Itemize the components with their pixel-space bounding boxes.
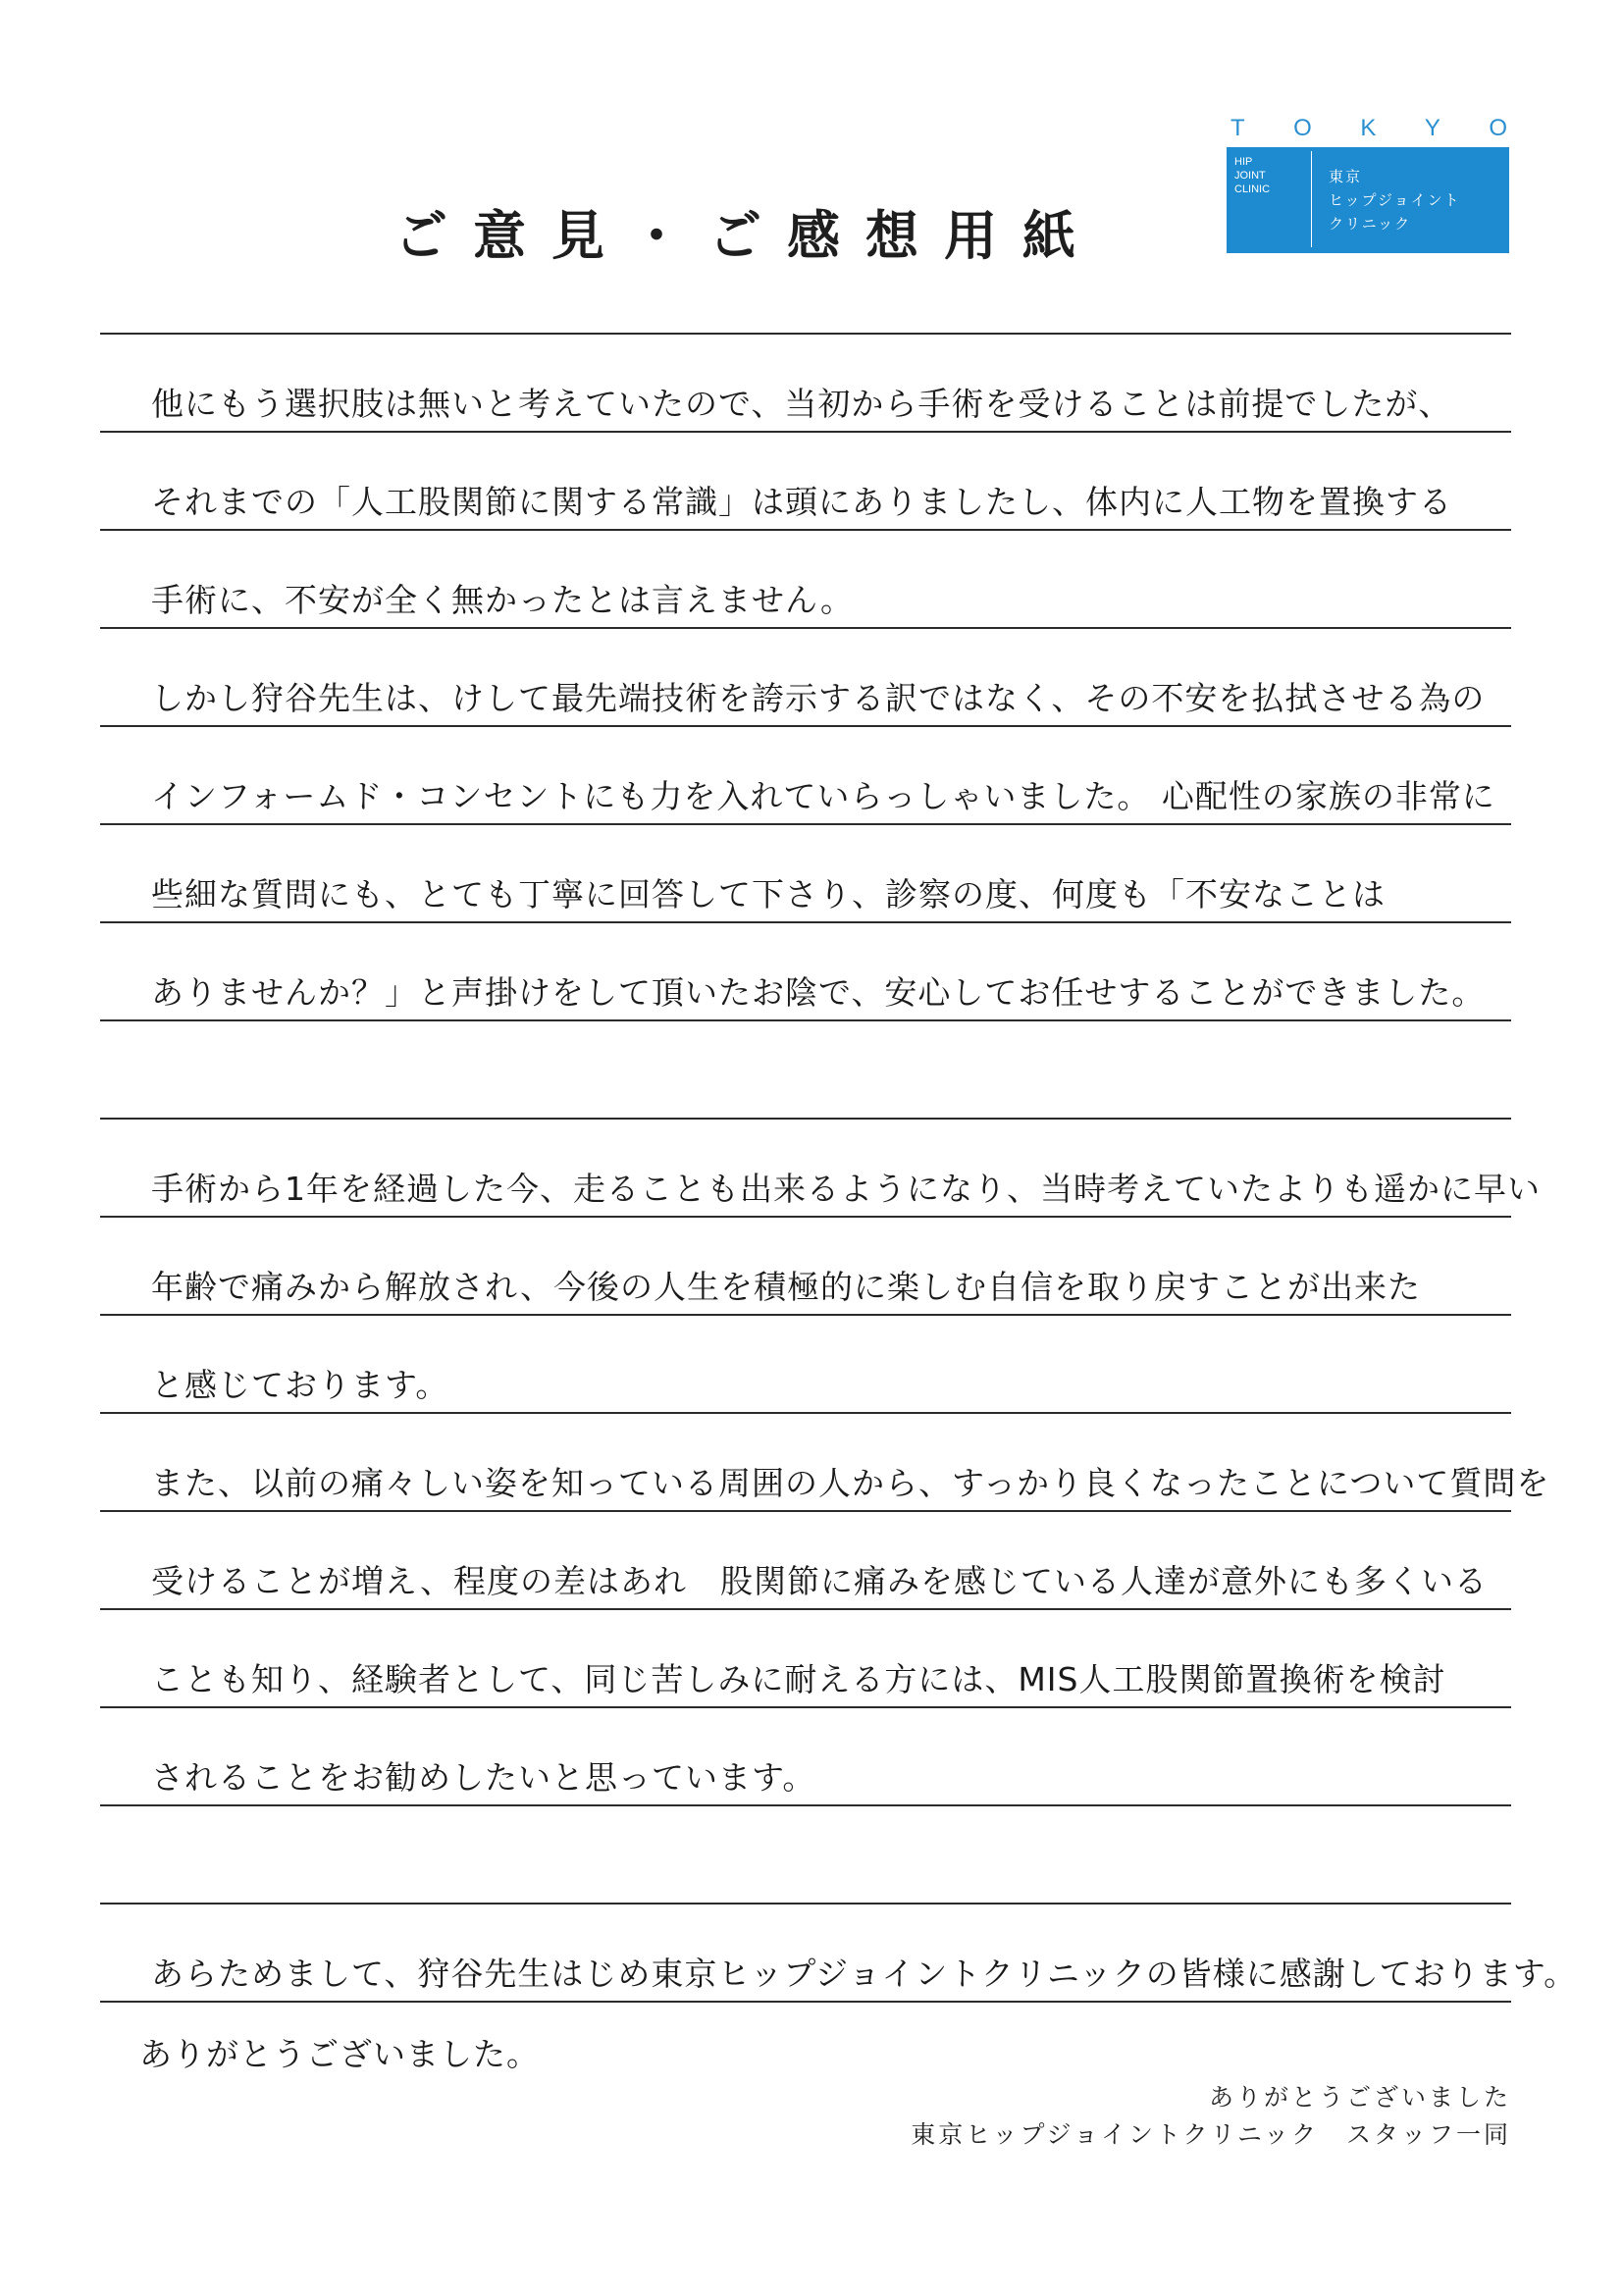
ruled-line [100, 1118, 1511, 1120]
letter-line: 年齢で痛みから解放され、今後の人生を積極的に楽しむ自信を取り戻すことが出来た [151, 1268, 1421, 1306]
logo-en-line: JOINT [1234, 170, 1266, 182]
logo-en-line: CLINIC [1234, 183, 1271, 195]
ruled-line [100, 1412, 1511, 1414]
letter-line: ありませんか？」と声掛けをして頂いたお陰で、安心してお任せすることができました。 [151, 973, 1486, 1012]
logo-en-line: HIP [1234, 156, 1253, 168]
logo-box [1227, 147, 1509, 253]
letter-line: インフォームド・コンセントにも力を入れていらっしゃいました。 心配性の家族の非常に [151, 777, 1495, 815]
letter-line: 他にもう選択肢は無いと考えていたので、当初から手術を受けることは前提でしたが、 [151, 385, 1452, 423]
ruled-line [100, 431, 1511, 433]
logo-divider [1311, 151, 1312, 247]
logo-jp-line: ヒップジョイント [1329, 191, 1461, 209]
logo-letter: O [1489, 115, 1507, 141]
ruled-line [100, 1510, 1511, 1512]
ruled-line [100, 1314, 1511, 1316]
ruled-line [100, 529, 1511, 531]
letter-line: 些細な質問にも、とても丁寧に回答して下さり、診察の度、何度も「不安なことは [151, 875, 1386, 913]
letter-line: それまでの「人工股関節に関する常識」は頭にありましたし、体内に人工物を置換する [151, 483, 1452, 521]
logo-japanese-name [1329, 165, 1461, 235]
closing-signature: 東京ヒップジョイントクリニック スタッフ一同 [911, 2120, 1511, 2149]
closing-thanks: ありがとうございました [1208, 2083, 1511, 2112]
ruled-line [100, 1706, 1511, 1708]
letter-line: しかし狩谷先生は、けして最先端技術を誇示する訳ではなく、その不安を払拭させる為の [151, 679, 1486, 717]
letter-line: されることをお勧めしたいと思っています。 [151, 1758, 816, 1797]
logo-letter: T [1230, 115, 1245, 141]
letter-line: ありがとうございました。 [139, 2035, 540, 2073]
logo-letter: Y [1424, 115, 1440, 141]
logo-tokyo-letters [1227, 116, 1511, 141]
form-title: ご意見・ご感想用紙 [394, 205, 1101, 267]
clinic-logo [1227, 116, 1511, 253]
letter-line: 受けることが増え、程度の差はあれ 股関節に痛みを感じている人達が意外にも多くいる [151, 1562, 1488, 1600]
letter-line: と感じております。 [151, 1366, 449, 1404]
letter-line: あらためまして、狩谷先生はじめ東京ヒップジョイントクリニックの皆様に感謝しております。 [151, 1955, 1578, 1993]
ruled-line [100, 333, 1511, 335]
ruled-line [100, 1804, 1511, 1806]
ruled-line [100, 725, 1511, 727]
ruled-line [100, 1903, 1511, 1905]
letter-line: ことも知り、経験者として、同じ苦しみに耐える方には、MIS人工股関節置換術を検討 [151, 1660, 1446, 1698]
ruled-line [100, 2001, 1511, 2003]
ruled-line [100, 1019, 1511, 1021]
ruled-line [100, 627, 1511, 629]
letter-line: 手術から1年を経過した今、走ることも出来るようになり、当時考えていたよりも遥かに早い [151, 1170, 1541, 1208]
letter-line: また、以前の痛々しい姿を知っている周囲の人から、すっかり良くなったことについて質問を [151, 1464, 1550, 1502]
ruled-line [100, 921, 1511, 923]
logo-letter: K [1360, 115, 1377, 141]
ruled-line [100, 823, 1511, 825]
logo-jp-line: クリニック [1329, 215, 1412, 233]
logo-letter: O [1293, 115, 1312, 141]
logo-jp-line: 東京 [1329, 168, 1363, 185]
logo-english-name [1234, 155, 1299, 196]
letter-line: 手術に、不安が全く無かったとは言えません。 [151, 581, 854, 619]
ruled-line [100, 1216, 1511, 1218]
ruled-line [100, 1608, 1511, 1610]
